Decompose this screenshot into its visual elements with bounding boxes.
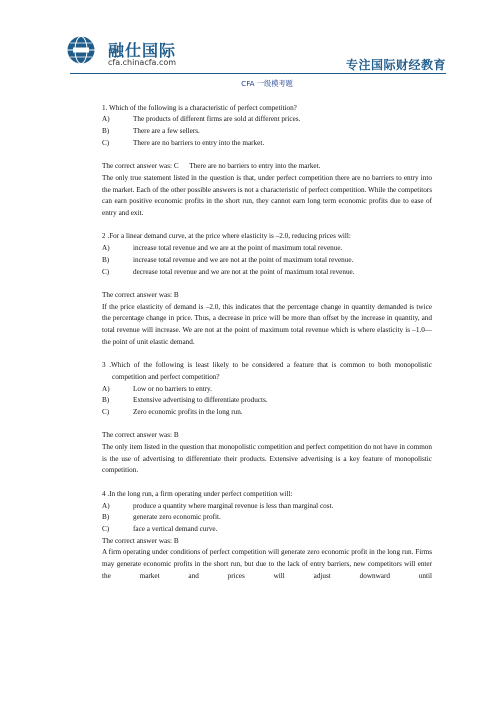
option-a (102, 384, 432, 396)
question-stem: 3 .Which of the following is least likely to be considered a feature that is common to both monopolistic competition and perfect competition? (102, 361, 432, 381)
brand-url: cfa.chinacfa.com (108, 58, 177, 67)
option-b (102, 512, 432, 524)
option-a (102, 243, 432, 255)
option-label: C) (102, 267, 110, 276)
option-b (102, 255, 432, 267)
option-text: produce a quantity where marginal revenue is less than marginal cost. (133, 501, 334, 510)
option-c (102, 524, 432, 536)
option-label: C) (102, 407, 110, 416)
option-text: There are no barriers to entry into the market. (133, 138, 265, 147)
question-2 (102, 231, 432, 348)
option-text: Extensive advertising to differentiate products. (133, 396, 268, 405)
question-1 (102, 103, 432, 220)
option-text: decrease total revenue and we are not at the point of maximum total revenue. (133, 267, 355, 276)
option-c (102, 138, 432, 150)
option-label: C) (102, 524, 110, 533)
answer-line: The correct answer was: B (102, 290, 179, 299)
answer-line: The correct answer was: C There are no barriers to entry into the market. (102, 162, 321, 171)
option-label: A) (102, 244, 110, 253)
explanation: The only true statement listed in the question is that, under perfect competition there are no barriers to entry into the market. Each of the other possible answers is not a characteristic of perfect competition. While the competitors can earn positive economic profits in the short run, they cannot earn long term economic profits due to ease of entry and exit. (102, 173, 432, 218)
option-text: increase total revenue and we are not at the point of maximum total revenue. (133, 255, 354, 264)
document-title: CFA 一级模考题 (241, 79, 293, 88)
option-b (102, 126, 432, 138)
option-b (102, 395, 432, 407)
explanation: If the price elasticity of demand is –2.0, this indicates that the percentage change in quantity demanded is twice the percentage change in price. Thus, a decrease in price will be more than offset by the increase in quantity, and total revenue will increase. We are not at the point of maximum total revenue which is where elasticity is –1.0—the point of unit elastic demand. (102, 302, 432, 346)
option-text: Low or no barriers to entry. (133, 384, 212, 393)
option-label: B) (102, 513, 110, 522)
option-c (102, 407, 432, 419)
option-text: face a vertical demand curve. (133, 524, 218, 533)
option-label: B) (102, 396, 110, 405)
option-label: A) (102, 384, 110, 393)
option-label: A) (102, 501, 110, 510)
globe-logo-icon (66, 35, 96, 65)
option-text: There are a few sellers. (133, 127, 200, 136)
brand-name: 融仕国际 (108, 41, 177, 60)
explanation: A firm operating under conditions of perfect competition will generate zero economic profit in the long run. Firms may generate economic profits in the short run, but due to the lack of entry barriers, new competitors will enter the market and prices will adjust downward until (102, 548, 432, 580)
header-divider (70, 73, 446, 74)
option-label: B) (102, 255, 110, 264)
question-stem: 1. Which of the following is a characteristic of perfect competition? (102, 103, 297, 112)
option-label: A) (102, 115, 110, 124)
question-stem: 2 .For a linear demand curve, at the price where elasticity is –2.0, reducing prices will: (102, 232, 351, 241)
explanation: The only item listed in the question that monopolistic competition and perfect competition do not have in common is the use of advertising to differentiate their products. Extensive advertising is a key feature of monopolistic competition. (102, 443, 432, 475)
answer-line: The correct answer was: B (102, 431, 179, 440)
option-text: Zero economic profits in the long run. (133, 407, 243, 416)
page-header (0, 0, 496, 76)
question-4 (102, 489, 432, 583)
question-stem: 4 .In the long run, a firm operating under perfect competition will: (102, 489, 293, 498)
option-text: generate zero economic profit. (133, 513, 221, 522)
option-c (102, 267, 432, 279)
option-label: B) (102, 127, 110, 136)
slogan: 专注国际财经教育 (345, 58, 446, 72)
document-body (102, 78, 432, 582)
option-a (102, 114, 432, 126)
option-text: The products of different firms are sold at different prices. (133, 115, 301, 124)
option-text: increase total revenue and we are at the point of maximum total revenue. (133, 244, 343, 253)
option-label: C) (102, 138, 110, 147)
answer-line: The correct answer was: B (102, 536, 179, 545)
question-3 (102, 360, 432, 477)
option-a (102, 501, 432, 513)
